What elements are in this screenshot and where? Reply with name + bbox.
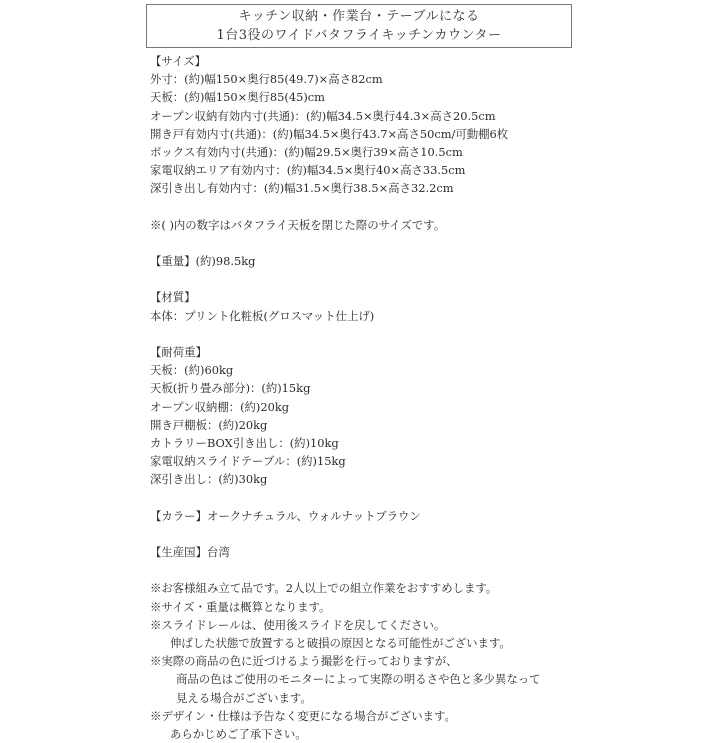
title-box: [146, 4, 572, 48]
load-heading: 【耐荷重】: [150, 345, 207, 359]
load-line: 開き戸棚板：(約)20kg: [150, 417, 268, 432]
size-line: 開き戸有効内寸(共通)：(約)幅34.5×奥行43.7×高さ50cm/可動棚6枚: [150, 126, 509, 141]
note-line: 伸ばした状態で放置すると破損の原因となる可能性がございます。: [170, 636, 511, 650]
note-line: ※サイズ・重量は概算となります。: [150, 599, 331, 614]
weight-line: 【重量】(約)98.5kg: [150, 254, 256, 269]
size-line: ボックス有効内寸(共通)：(約)幅29.5×奥行39×高さ10.5cm: [150, 144, 463, 159]
size-line: 天板：(約)幅150×奥行85(45)cm: [150, 90, 325, 105]
load-line: 家電収納スライドテーブル：(約)15kg: [150, 454, 346, 469]
material-heading: 【材質】: [150, 290, 196, 305]
load-line: 深引き出し：(約)30kg: [150, 472, 268, 487]
note-line: ※デザイン・仕様は予告なく変更になる場合がございます。: [150, 708, 456, 723]
note-line: ※お客様組み立て品です。2人以上での組立作業をおすすめします。: [150, 581, 498, 596]
color-line: 【カラー】オークナチュラル、ウォルナットブラウン: [150, 508, 421, 523]
note-line: ※実際の商品の色に近づけるよう撮影を行っておりますが、: [150, 654, 458, 669]
size-note: ※( )内の数字はバタフライ天板を閉じた際のサイズです。: [150, 217, 446, 232]
size-line: オープン収納有効内寸(共通)：(約)幅34.5×奥行44.3×高さ20.5cm: [150, 108, 496, 123]
title-line-1: キッチン収納・作業台・テーブルになる: [238, 9, 480, 24]
note-line: 商品の色はご使用のモニターによって実際の明るさや色と多少異なって: [176, 672, 541, 687]
load-line: 天板：(約)60kg: [150, 363, 234, 378]
load-line: 天板(折り畳み部分)：(約)15kg: [150, 381, 311, 396]
spec-content: [150, 52, 710, 743]
note-line: あらかじめご了承下さい。: [170, 726, 307, 741]
size-line: 家電収納エリア有効内寸：(約)幅34.5×奥行40×高さ33.5cm: [150, 163, 466, 178]
note-line: 見える場合がございます。: [176, 690, 312, 705]
load-line: オープン収納棚：(約)20kg: [150, 399, 290, 414]
origin-line: 【生産国】台湾: [150, 545, 230, 560]
load-line: カトラリーBOX引き出し：(約)10kg: [150, 435, 339, 450]
title-line-2: 1台3役のワイドバタフライキッチンカウンター: [216, 28, 502, 43]
size-heading: 【サイズ】: [150, 54, 207, 68]
note-line: ※スライドレールは、使用後スライドを戻してください。: [150, 617, 446, 632]
material-line: 本体：プリント化粧板(グロスマット仕上げ): [150, 308, 375, 323]
size-line: 外寸：(約)幅150×奥行85(49.7)×高さ82cm: [150, 72, 383, 87]
size-line: 深引き出し有効内寸：(約)幅31.5×奥行38.5×高さ32.2cm: [150, 181, 454, 196]
